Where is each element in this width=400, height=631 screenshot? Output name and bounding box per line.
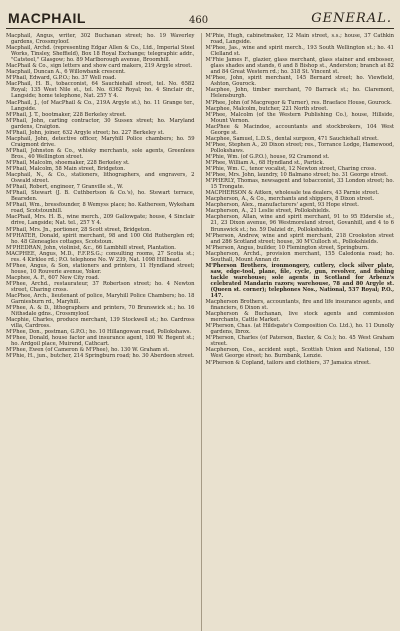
directory-entry: Macpherson, Cos., accident supt., Scottish Union and National, 150 West George street; ho. Burnbank, Lenzie. [205, 347, 394, 360]
directory-entry: M'Phee, A. & D., lithographers and printers, 70 Brunswick st.; ho. 16 Nithsdale gdns., Crossmyloof. [6, 305, 195, 318]
directory-entry: M'Pherson, Angus, builder, 10 Flemington street, Springburn. [205, 244, 369, 251]
directory-columns [6, 33, 394, 631]
directory-entry: MACPHEE, Angus, M.D., F.F.P.S.G.; consulting rooms, 27 Scotia st.; res. 4 Kirklee rd.; P.O. telephone No. W 239, Nat. 1098 Hillhead. [6, 250, 195, 263]
directory-entry: M'Phail, John, joiner, 632 Argyle street; ho. 227 Berkeley st. [6, 129, 165, 136]
directory-entry: M'Phail, Wm., bressfounder, 8 Wemyss place; ho. Kathereen, Wykeham road, Scotstounhill. [6, 202, 195, 215]
directory-entry: M'PHEDRAN, John, violinist, &c., 66 Lambhill street, Plantation. [6, 244, 176, 251]
directory-entry: M'Phail, Edward, G.P.O.; ho. 37 Well road. [6, 75, 117, 82]
directory-entry: Macphail, John, detective officer, Maryhill Police chambers; ho. 59 Craigmont drive. [6, 135, 195, 148]
directory-entry: M'Fhie James F., glazier, glass merchant, glass stainer and embosser, glass shades and stands, 6 and 8 Bishop st., Anderston; branch at 82 and 84 Great Western rd.; ho. 318 St. Vincent st. [205, 57, 394, 76]
running-head-surname: MACPHAIL [8, 10, 86, 26]
directory-entry: M'Phee, Angus, & Son, stationers and printers, 11 Hyndland street; house, 10 Rouverie avenue, Yoker. [6, 262, 195, 275]
directory-entry: M'Phail, Malcolm, shoemaker, 228 Berkeley st. [6, 159, 130, 166]
directory-entry: M'Phie, H., jun., butcher, 214 Springburn road; ho. 30 Aberdeen street. [6, 353, 195, 360]
directory-entry: Macphee, Samuel, L.D.S., dental surgeon, 471 Sauchiehall street. [205, 135, 379, 142]
directory-entry: MacPhail, Mrs. H. B., wine merch., 209 Gallowgate; house, 4 Sinclair drive, Langside; Nat. tel., 257 Y 4. [6, 214, 195, 227]
directory-entry: Macphee, John, timber merchant, 70 Barrack st.; ho. Claremont, Helensburgh. [205, 87, 394, 100]
directory-entry: Macpherson, A., 21 Leslie street, Pollokshields. [205, 208, 331, 215]
directory-entry: M'Phail, John, carting contractor, 30 Sussex street; ho. Maryland gardens, Craigton. [6, 117, 195, 130]
left-column [6, 33, 195, 631]
directory-entry: M'Phee, Mrs. John, laundry, 10 Balmano street; ho. 31 George street. [205, 172, 388, 179]
directory-entry: M'Phee, John, spirit merchant, 145 Bernard street; ho. Viewfield, Ashton, Gourock. [205, 75, 394, 88]
directory-entry: M'Phail, Malcolm, 58 Main street, Bridgeton. [6, 166, 126, 173]
page-number: 460 [189, 15, 209, 26]
directory-entry: Macpherson, Allan, wine and spirit merchant, 91 to 95 Elderslie st., 21, 23 Dixon avenue, 96 Westmoreland street, Govanhill, and 4 to 6 Brunswick st.; ho. 59 Dalziel dr., Pollokshields. [205, 214, 394, 233]
directory-entry: M'Phie, Hugh, cabinetmaker, 12 Main street, s.s.; house, 37 Cathkin road, Langside. [205, 33, 394, 46]
directory-entry: MacPhail, J., (of MacPhail & Co., 219A Argyle st.), ho. 11 Grange ter., Langside. [6, 99, 195, 112]
directory-entry: M'Phie, Wm. C., tenor vocalist, 12 Newton street, Charing cross. [205, 166, 377, 173]
directory-entry: M'Pherson & Copland, tailors and clothiers, 37 Jamaica street. [205, 359, 371, 366]
directory-entry: M'Phail, Robert, engineer, 7 Granville st., W. [6, 184, 124, 191]
directory-entry: Macphee, A. F., 607 New City road. [6, 274, 100, 281]
directory-entry: M'Pherson, Charles (of Paterson, Baxter, & Co.); ho. 45 West Graham street. [205, 335, 394, 348]
directory-entry: MACPHERSON & Aitken, wholesale tea dealers, 43 Parnie street. [205, 190, 380, 197]
page-header [6, 6, 394, 29]
directory-entry: Macphie, Charles, produce merchant, 139 Stockwell st.; ho. Cardross villa, Cardross. [6, 317, 195, 330]
directory-entry: M'Phee, Archd., restaurateur, 37 Robertson street; ho. 4 Newton street, Charing cross. [6, 280, 195, 293]
directory-entry: Macpherson Brothers, accountants, fire and life insurance agents, and financiers, 6 Dixon st. [205, 299, 394, 312]
directory-entry: M'Pherson, Chas. (at Hildsgate's Composition Co. Ltd.), ho. 11 Dunolly gardens, Ibrox. [205, 323, 394, 336]
directory-entry: Macphail, Archd. (representing Edgar Allen & Co., Ltd., Imperial Steel Works, Tinsley, Sheffield), Box 18 Royal Exchange; telegraphic addr., "Catsteel," Glasgow; ho. 89 Marlborough avenue, Broomhill. [6, 45, 195, 64]
directory-entry: MacPhee, Arch., lieutenant of police, Maryhill Police Chambers; ho. 18 Garniesburn rd., Maryhill. [6, 293, 195, 306]
directory-entry: Macpherson, Archd., provision merchant, 155 Caledonia road; ho. Southall, Mount Annan dr. [205, 250, 394, 263]
right-column [201, 33, 395, 631]
directory-entry: MacPhail, H. B., tobacconist, 64 Sauchiehall street, tel. No. 6582 Royal; 135 West Nile st., tel. No. 6362 Royal; ho. 4 Sinclair dr., Langside; home telephone, Nat. 257 Y 4. [6, 81, 195, 100]
directory-entry: Macphail, N., & Co., stationers, lithographers, and engravers, 2 Oswald street. [6, 172, 195, 185]
directory-entry: M'PHERLY, Thomas, newsagent and tobacconist, 33 London street; ho. 15 Trongate. [205, 178, 394, 191]
directory-entry: M'Phee, Ewen (of Cameron & M'Phee), ho. 130 W. Graham st. [6, 347, 170, 354]
directory-entry: M'Phail, J. T., bootmaker, 228 Berkeley street. [6, 111, 127, 118]
directory-entry: M'Pherson, Andrew, wine and spirit merchant, 218 Crookston street and 286 Scotland street; house, 30 M'Culloch st., Pollokshields. [205, 232, 394, 245]
directory-entry: Macphail, Duncan A., 6 Willowbank crescent. [6, 69, 126, 76]
directory-entry: M'Phee, William A., 68 Hyndland st., Partick. [205, 159, 325, 166]
directory-entry: M'Phee, Donald, house factor and insurance agent, 180 W. Regent st.; ho. Ardgoil place, Muirend, Cathcart. [6, 335, 195, 348]
directory-entry: MacPhee & Macindoe, accountants and stockbrokers, 104 West George st. [205, 123, 394, 136]
directory-entry: M'Pherson Brothers, ironmongery, cutlery, clock silver plate, saw, edge-tool, plane, file, cycle, gun, revolver, and fishing tackle warehouse; sole agents in Scotland for Arbenz's celebrated Mandarin razors; warehouse, 78 and 80 Argyle st. (Queen st. corner); telephones Nos., National, 537 Royal; P.O., 147. [205, 262, 394, 300]
directory-entry: M'Phail, Stewart (J. B. Cuthbertson & Co.'s), ho. Stewart terrace, Bearsden. [6, 190, 195, 203]
directory-entry: M'Phail, Mrs. Jn., portioner, 28 Scott street, Bridgeton. [6, 226, 152, 233]
directory-entry: M'Phee, Don., postman, G.P.O.; ho. 10 Hillangowan road, Pollokshaws. [6, 329, 192, 336]
directory-entry: Macpherson, A., & Co., merchants and shippers, 8 Dixon street. [205, 196, 375, 203]
directory-entry: M'Phee, John (of Macgregor & Turner), res. Braeface House, Gourock. [205, 99, 392, 106]
directory-entry: Macphail, Angus, writer, 302 Buchanan street; ho. 19 Waverley gardens, Crossmyloof. [6, 33, 195, 46]
running-head-section: GENERAL. [311, 11, 392, 26]
directory-entry: MacPhail & Co., sign letters and show card makers, 219 Argyle street. [6, 63, 193, 70]
directory-entry: Macpherson, Alex., manufacturers' agent, 93 Hope street. [205, 202, 359, 209]
directory-entry: M'Phail, Johnston & Co., whisky merchants, sole agents, Greenlees Bros., 40 Wellington street. [6, 147, 195, 160]
directory-entry: Macphee, Malcolm, butcher, 221 North street. [205, 105, 329, 112]
directory-entry: M'Phee, Jas., wine and spirit merch., 193 South Wellington st.; ho. 41 Clelland st. [205, 45, 394, 58]
directory-entry: M'Phee, Stephen A., 20 Dixon street; res., Torrance Lodge, Hamewood, Pollokshaws. [205, 141, 394, 154]
directory-entry: M'Phie, Wm. (of G.P.O.), house, 92 Cramond st. [205, 153, 330, 160]
directory-entry: M'Phee, Malcolm (of the Western Publishing Co.), house, Hillside, Mount Vernon. [205, 111, 394, 124]
directory-entry: M'PHATER, Donald, spirit merchant, 98 and 100 Old Rutherglen rd; ho. 48 Gleneagles cottages, Scotstoun. [6, 232, 195, 245]
directory-entry: Macpherson & Buchanan, live stock agents and commission merchants, Cattle Market. [205, 311, 394, 324]
